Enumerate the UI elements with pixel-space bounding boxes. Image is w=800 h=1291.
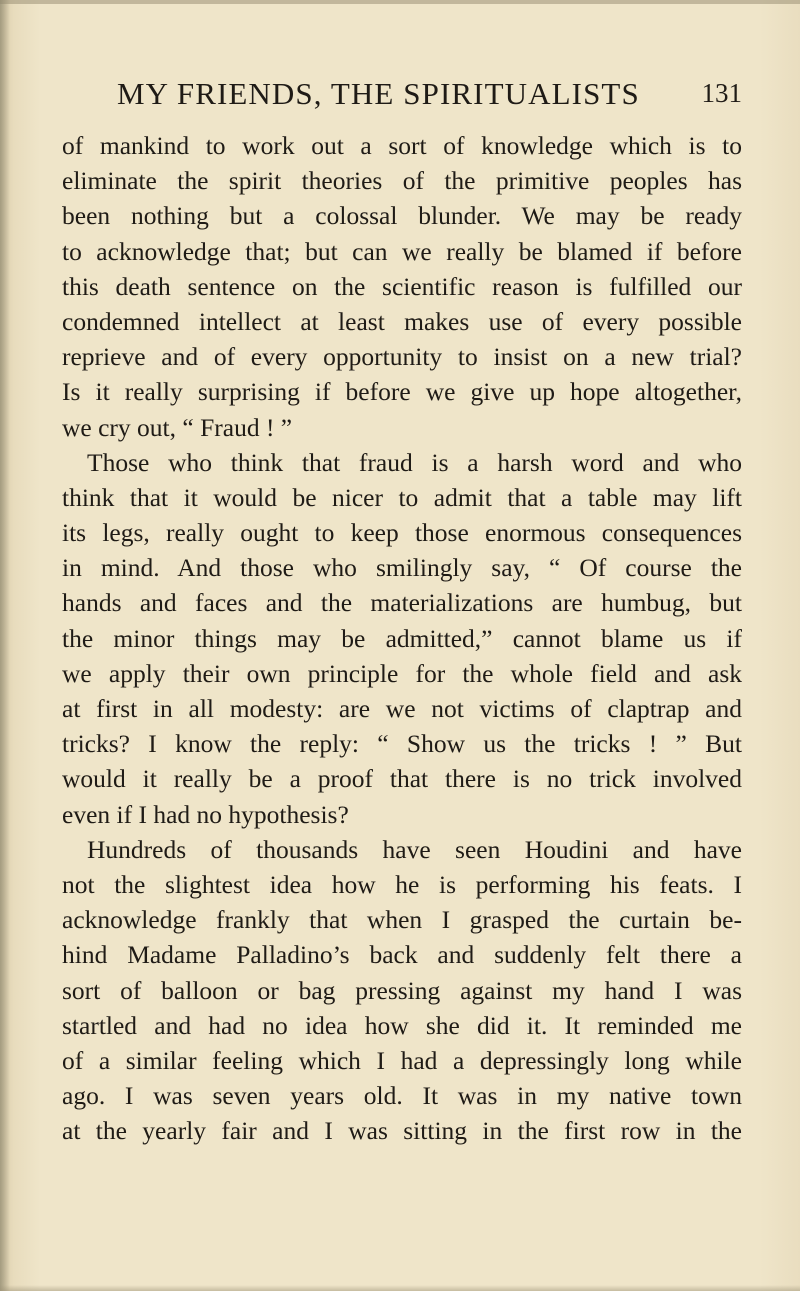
text-line: acknowledge frankly that when I grasped the curtain be- [62, 905, 742, 935]
text-line: sort of balloon or bag pressing against my hand I was [62, 975, 742, 1005]
text-line: its legs, really ought to keep those enormous consequences [62, 518, 742, 548]
text-line: of a similar feeling which I had a depressingly long while [62, 1045, 742, 1075]
text-line: in mind. And those who smilingly say, “ Of course the [62, 553, 742, 583]
text-line: not the slightest idea how he is performing his feats. I [62, 869, 742, 899]
text-line-paragraph-end: we cry out, “ Fraud ! ” [62, 412, 293, 442]
running-head [62, 76, 742, 120]
page-number: 131 [701, 78, 742, 108]
text-line: tricks? I know the reply: “ Show us the tricks ! ” But [62, 729, 742, 759]
top-edge-rule [0, 0, 800, 4]
text-line: we apply their own principle for the whole field and ask [62, 658, 742, 688]
text-line: at first in all modesty: are we not victims of claptrap and [62, 694, 742, 723]
text-line: hands and faces and the materializations are humbug, but [62, 588, 742, 618]
bottom-page-edge [0, 1285, 800, 1291]
text-line: hind Madame Palladino’s back and suddenly felt there a [62, 940, 742, 970]
text-line: startled and had no idea how she did it. It reminded me [62, 1010, 742, 1040]
text-line: been nothing but a colossal blunder. We may be ready [62, 201, 742, 231]
text-line: at the yearly fair and I was sitting in the first row in the [62, 1116, 742, 1146]
text-line: the minor things may be admitted,” cannot blame us if [62, 623, 742, 653]
text-line: of mankind to work out a sort of knowledge which is to [62, 131, 742, 160]
text-line: Is it really surprising if before we give up hope altogether, [62, 377, 742, 407]
text-line: condemned intellect at least makes use of every possible [62, 306, 742, 336]
gutter-shadow [0, 0, 10, 1291]
text-line: eliminate the spirit theories of the primitive peoples has [62, 166, 742, 196]
text-line: to acknowledge that; but can we really be blamed if before [62, 236, 742, 266]
text-line: think that it would be nicer to admit that a table may lift [62, 482, 742, 512]
text-line: ago. I was seven years old. It was in my native town [62, 1081, 742, 1111]
text-line: reprieve and of every opportunity to insist on a new trial? [62, 342, 742, 372]
body-text [62, 128, 742, 1148]
text-line-paragraph-start: Those who think that fraud is a harsh word and who [87, 447, 742, 477]
text-line: this death sentence on the scientific reason is fulfilled our [62, 271, 742, 301]
text-line: would it really be a proof that there is no trick involved [62, 764, 742, 794]
running-title: MY FRIENDS, THE SPIRITUALISTS [117, 76, 640, 111]
text-line-paragraph-start: Hundreds of thousands have seen Houdini and have [87, 834, 742, 864]
text-line-paragraph-end: even if I had no hypothesis? [62, 799, 349, 829]
